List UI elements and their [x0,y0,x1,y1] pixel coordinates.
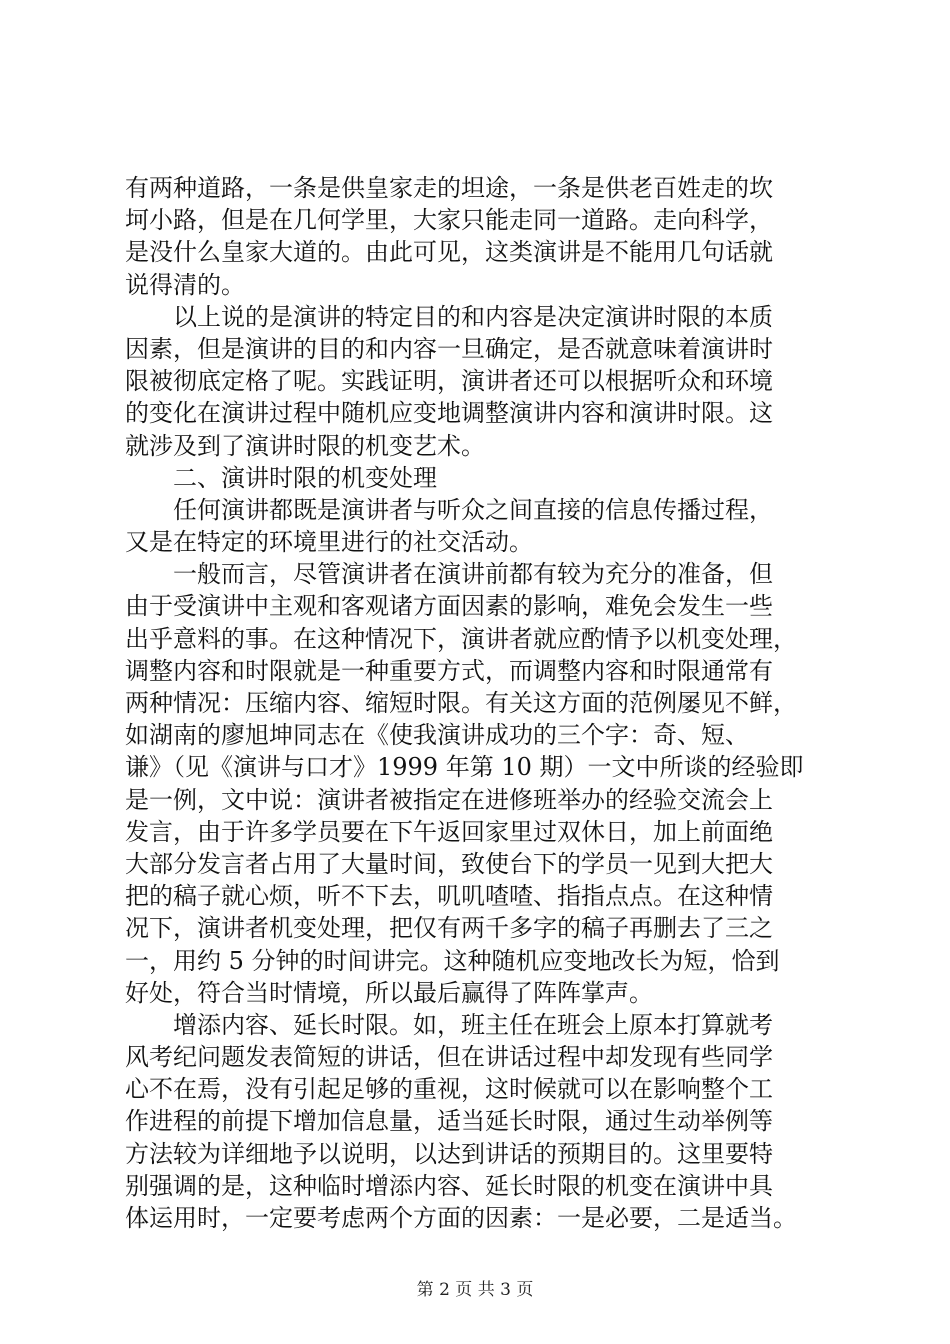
text-line: 增添内容、延长时限。如，班主任在班会上原本打算就考 [125,1010,773,1039]
text-line: 调整内容和时限就是一种重要方式，而调整内容和时限通常有 [125,656,773,685]
text-line: 出乎意料的事。在这种情况下，演讲者就应酌情予以机变处理， [125,624,797,653]
text-line: 别强调的是，这种临时增添内容、延长时限的机变在演讲中具 [125,1171,773,1200]
body-text [125,172,845,1234]
text-line: 限被彻底定格了呢。实践证明，演讲者还可以根据听众和环境 [125,367,773,396]
text-line: 是没什么皇家大道的。由此可见，这类演讲是不能用几句话就 [125,238,773,267]
text-line: 把的稿子就心烦，听不下去，叽叽喳喳、指指点点。在这种情 [125,882,773,911]
text-line: 有两种道路，一条是供皇家走的坦途，一条是供老百姓走的坎 [125,174,773,202]
text-line: 一，用约 5 分钟的时间讲完。这种随机应变地改长为短，恰到 [125,946,780,975]
text-line: 如湖南的廖旭坤同志在《使我演讲成功的三个字：奇、短、 [125,721,749,750]
text-line: 谦》（见《演讲与口才》1999 年第 10 期）一文中所谈的经验即 [125,753,804,782]
text-line: 方法较为详细地予以说明，以达到讲话的预期目的。这里要特 [125,1139,773,1168]
text-line: 二、演讲时限的机变处理 [125,463,437,492]
page-footer: 第 2 页 共 3 页 [416,1280,534,1300]
text-line: 以上说的是演讲的特定目的和内容是决定演讲时限的本质 [125,302,773,331]
text-line: 发言，由于许多学员要在下午返回家里过双休日，加上前面绝 [125,817,773,846]
text-line: 就涉及到了演讲时限的机变艺术。 [125,431,485,460]
text-line: 体运用时，一定要考虑两个方面的因素：一是必要，二是适当。 [125,1204,797,1232]
text-line: 大部分发言者占用了大量时间，致使台下的学员一见到大把大 [125,849,773,878]
text-line: 两种情况：压缩内容、缩短时限。有关这方面的范例屡见不鲜， [125,689,797,717]
text-line: 任何演讲都既是演讲者与听众之间直接的信息传播过程， [125,495,773,524]
text-line: 由于受演讲中主观和客观诸方面因素的影响，难免会发生一些 [125,592,773,621]
text-line: 风考纪问题发表简短的讲话，但在讲话过程中却发现有些同学 [125,1043,773,1072]
text-line: 一般而言，尽管演讲者在演讲前都有较为充分的准备，但 [125,560,773,589]
text-line: 作进程的前提下增加信息量，适当延长时限，通过生动举例等 [125,1107,773,1136]
text-line: 坷小路，但是在几何学里，大家只能走同一道路。走向科学， [125,206,773,235]
text-line: 又是在特定的环境里进行的社交活动。 [125,528,533,557]
text-line: 是一例，文中说：演讲者被指定在进修班举办的经验交流会上 [125,785,773,814]
text-line: 好处，符合当时情境，所以最后赢得了阵阵掌声。 [125,978,653,1007]
text-line: 心不在焉，没有引起足够的重视，这时候就可以在影响整个工 [125,1075,773,1104]
text-line: 因素，但是演讲的目的和内容一旦确定，是否就意味着演讲时 [125,334,773,363]
text-line: 说得清的。 [125,270,245,299]
text-line: 况下，演讲者机变处理，把仅有两千多字的稿子再删去了三之 [125,914,773,943]
text-line: 的变化在演讲过程中随机应变地调整演讲内容和演讲时限。这 [125,399,773,428]
